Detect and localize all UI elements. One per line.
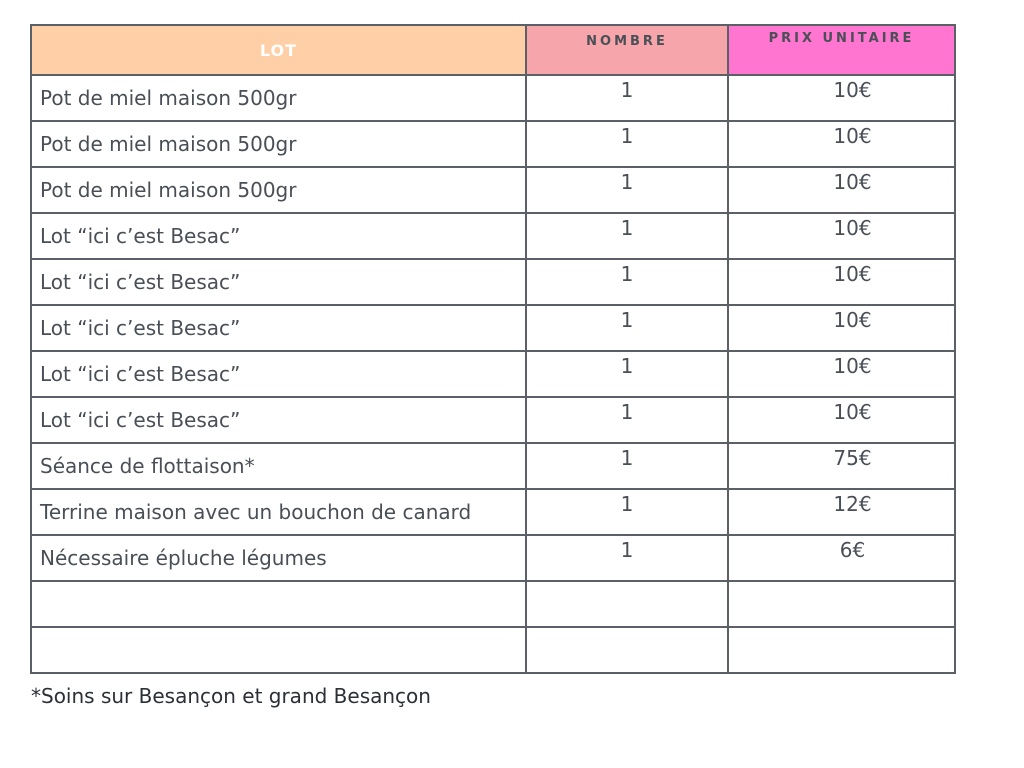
cell-lot: Nécessaire épluche légumes — [31, 535, 526, 581]
table-row — [31, 627, 955, 673]
cell-nombre: 1 — [526, 259, 728, 305]
table-row — [31, 397, 955, 443]
cell-prix-unitaire — [728, 627, 955, 673]
table-row — [31, 305, 955, 351]
cell-prix-unitaire: 10€ — [728, 75, 955, 121]
price-table — [30, 24, 956, 674]
table-row — [31, 259, 955, 305]
cell-prix-unitaire: 12€ — [728, 489, 955, 535]
cell-lot: Pot de miel maison 500gr — [31, 167, 526, 213]
column-header-nombre: NOMBRE — [526, 25, 728, 75]
cell-lot — [31, 627, 526, 673]
cell-prix-unitaire: 10€ — [728, 351, 955, 397]
cell-nombre: 1 — [526, 535, 728, 581]
cell-nombre: 1 — [526, 351, 728, 397]
column-header-prix-unitaire: PRIX UNITAIRE — [728, 25, 955, 75]
cell-prix-unitaire: 10€ — [728, 397, 955, 443]
cell-nombre: 1 — [526, 305, 728, 351]
table-row — [31, 167, 955, 213]
cell-nombre: 1 — [526, 213, 728, 259]
cell-lot: Pot de miel maison 500gr — [31, 75, 526, 121]
column-header-lot: LOT — [31, 25, 526, 75]
table-row — [31, 351, 955, 397]
table-row — [31, 489, 955, 535]
cell-prix-unitaire: 10€ — [728, 259, 955, 305]
cell-lot: Terrine maison avec un bouchon de canard — [31, 489, 526, 535]
cell-lot: Lot “ici c’est Besac” — [31, 213, 526, 259]
cell-nombre — [526, 627, 728, 673]
cell-nombre: 1 — [526, 443, 728, 489]
price-table-container — [30, 24, 954, 674]
table-header-row — [31, 25, 955, 75]
table-row — [31, 121, 955, 167]
cell-prix-unitaire — [728, 581, 955, 627]
cell-prix-unitaire: 75€ — [728, 443, 955, 489]
cell-lot: Séance de flottaison* — [31, 443, 526, 489]
cell-lot: Lot “ici c’est Besac” — [31, 305, 526, 351]
cell-lot: Lot “ici c’est Besac” — [31, 397, 526, 443]
cell-nombre — [526, 581, 728, 627]
table-row — [31, 443, 955, 489]
cell-lot — [31, 581, 526, 627]
cell-nombre: 1 — [526, 397, 728, 443]
cell-nombre: 1 — [526, 75, 728, 121]
cell-nombre: 1 — [526, 167, 728, 213]
cell-prix-unitaire: 10€ — [728, 213, 955, 259]
table-row — [31, 213, 955, 259]
cell-lot: Pot de miel maison 500gr — [31, 121, 526, 167]
cell-prix-unitaire: 6€ — [728, 535, 955, 581]
table-row — [31, 535, 955, 581]
footnote: *Soins sur Besançon et grand Besançon — [31, 684, 431, 708]
cell-lot: Lot “ici c’est Besac” — [31, 351, 526, 397]
table-row — [31, 75, 955, 121]
cell-nombre: 1 — [526, 121, 728, 167]
cell-lot: Lot “ici c’est Besac” — [31, 259, 526, 305]
cell-prix-unitaire: 10€ — [728, 121, 955, 167]
table-row — [31, 581, 955, 627]
table-body — [31, 75, 955, 673]
cell-prix-unitaire: 10€ — [728, 305, 955, 351]
cell-nombre: 1 — [526, 489, 728, 535]
cell-prix-unitaire: 10€ — [728, 167, 955, 213]
